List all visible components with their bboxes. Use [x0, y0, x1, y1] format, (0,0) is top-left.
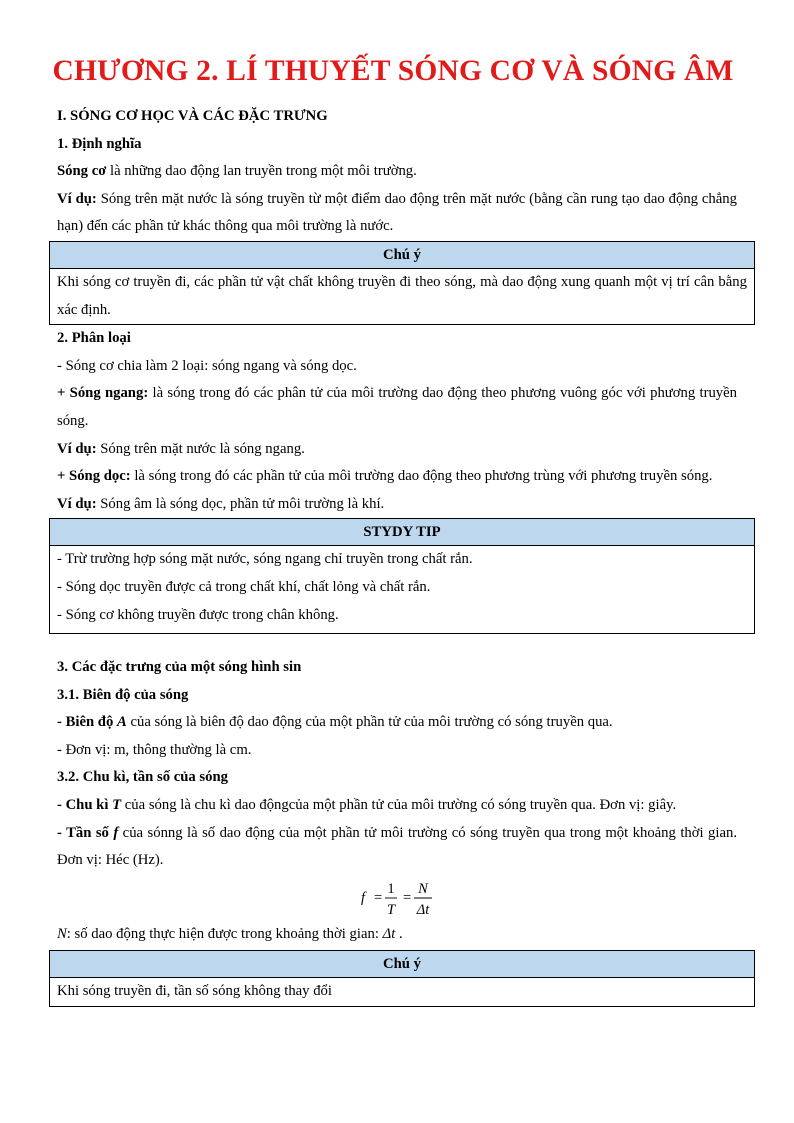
note-box-text: Khi sóng cơ truyền đi, các phần tử vật chất không truyền đi theo sóng, mà dao động xung quanh một vị trí cân bằng xác định.: [57, 273, 747, 318]
n-text: : số dao động thực hiện được trong khoảng thời gian:: [66, 925, 383, 942]
period-variable: T: [112, 797, 122, 814]
note-box-1: [49, 241, 755, 325]
formula-lhs: f: [361, 889, 366, 906]
note-box-text: Khi sóng truyền đi, tần số sóng không thay đổi: [57, 983, 332, 1000]
section-heading: I. SÓNG CƠ HỌC VÀ CÁC ĐẶC TRƯNG: [57, 108, 328, 124]
amplitude-variable: A: [116, 714, 127, 731]
amplitude-unit: - Đơn vị: m, thông thường là cm.: [57, 741, 252, 758]
frequency-formula: [57, 875, 737, 921]
document-page: [52, 50, 747, 1007]
formula-denominator-1: T: [386, 901, 396, 918]
note-box-header: Chú ý: [50, 242, 754, 269]
formula-denominator-2: Δt: [416, 901, 430, 918]
subsection-heading-definition: 1. Định nghĩa: [57, 135, 142, 152]
example-text: Sóng trên mặt nước là sóng ngang.: [96, 440, 305, 457]
example-paragraph: [57, 436, 737, 464]
subsection-heading-classification: 2. Phân loại: [57, 330, 131, 347]
subsection-heading-period-frequency: 3.2. Chu kì, tần số của sóng: [57, 769, 228, 786]
frequency-paragraph: [57, 820, 737, 875]
formula-equals-1: =: [374, 889, 383, 906]
study-tip-header: STYDY TIP: [50, 519, 754, 546]
longitudinal-label: + Sóng dọc:: [57, 468, 131, 485]
frequency-text: của sónng là số dao động của một phần tử môi trường có sóng truyền qua trong một khoảng thời gian. Đơn vị: Héc (Hz).: [57, 824, 737, 869]
definition-text: là những dao động lan truyền trong một môi trường.: [106, 163, 417, 180]
study-tip-line: - Trừ trường hợp sóng mặt nước, sóng ngang chỉ truyền trong chất rắn.: [57, 551, 473, 568]
n-variable: N: [57, 925, 67, 942]
example-label: Ví dụ:: [57, 190, 97, 207]
n-end: .: [395, 925, 403, 942]
example-paragraph: [57, 186, 737, 241]
subsection-heading-amplitude: 3.1. Biên độ của sóng: [57, 686, 189, 703]
study-tip-box: [49, 518, 755, 634]
classification-line: - Sóng cơ chia làm 2 loại: sóng ngang và sóng dọc.: [57, 357, 357, 374]
chapter-title: CHƯƠNG 2. LÍ THUYẾT SÓNG CƠ VÀ SÓNG ÂM: [52, 55, 734, 87]
study-tip-line: - Sóng dọc truyền được cả trong chất khí, chất lỏng và chất rắn.: [57, 578, 431, 595]
formula-equals-2: =: [403, 889, 412, 906]
amplitude-paragraph: [57, 709, 737, 737]
formula-numerator-1: 1: [387, 880, 395, 897]
example-paragraph: [57, 491, 737, 519]
period-label: - Chu kì: [57, 797, 113, 814]
note-box-header: Chú ý: [50, 951, 754, 978]
definition-paragraph: [57, 158, 737, 186]
frequency-variable: f: [113, 824, 119, 841]
period-paragraph: [57, 792, 737, 820]
longitudinal-text: là sóng trong đó các phần tử của môi trường dao động theo phương trùng với phương truyền sóng.: [130, 468, 713, 485]
formula-numerator-2: N: [418, 880, 428, 897]
period-text: của sóng là chu kì dao độngcủa một phần tử của môi trường có sóng truyền qua. Đơn vị: giây.: [121, 797, 677, 814]
formula-graphic: [357, 877, 447, 921]
example-text: Sóng trên mặt nước là sóng truyền từ một điểm dao động trên mặt nước (bằng cần rung tạo dao động chẳng hạn) đến các phần tử khác thông qua môi trường là nước.: [57, 190, 737, 235]
transverse-text: là sóng trong đó các phân tử của môi trường dao động theo phương vuông góc với phương truyền sóng.: [57, 385, 738, 429]
note-box-2: [49, 950, 755, 1007]
delta-t: Δt: [382, 925, 396, 942]
transverse-wave-paragraph: [57, 380, 737, 435]
transverse-label: + Sóng ngang:: [57, 385, 149, 402]
example-label: Ví dụ:: [57, 495, 97, 512]
longitudinal-wave-paragraph: [57, 463, 737, 491]
n-definition: [57, 921, 737, 949]
example-label: Ví dụ:: [57, 440, 97, 457]
example-text: Sóng âm là sóng dọc, phần tử môi trường là khí.: [96, 495, 385, 512]
frequency-label: - Tần số: [57, 824, 114, 841]
amplitude-text: của sóng là biên độ dao động của một phần tử của môi trường có sóng truyền qua.: [126, 714, 613, 731]
amplitude-label: - Biên độ: [57, 714, 117, 731]
definition-term: Sóng cơ: [57, 163, 107, 180]
subsection-heading-characteristics: 3. Các đặc trưng của một sóng hình sin: [57, 659, 302, 676]
study-tip-line: - Sóng cơ không truyền được trong chân không.: [57, 606, 339, 623]
